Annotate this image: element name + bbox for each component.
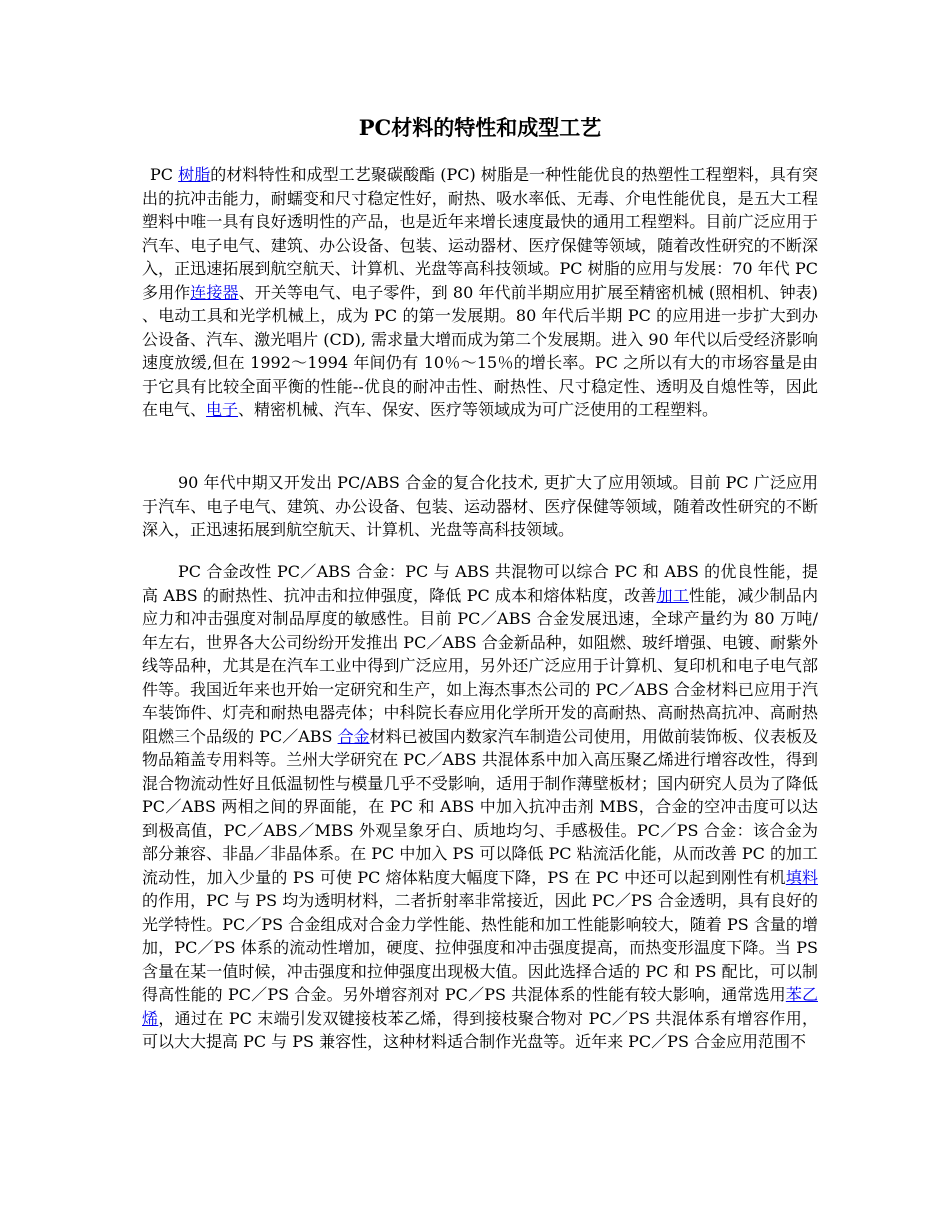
hyperlink[interactable]: 加工 bbox=[656, 585, 689, 605]
hyperlink[interactable]: 苯乙烯 bbox=[142, 985, 818, 1028]
paragraph-text: PC bbox=[150, 165, 179, 184]
paragraph-text: 、开关等电气、电子零件，到 80 年代前半期应用扩展至精密机械 (照相机、钟表) 、电动工具和光学机械上，成为 PC 的第一发展期。80 年代后半期 PC 的应用进一步扩大到办公设备、汽车、激光唱片 (CD), 需求量大增而成为第二个发展期。进入 90 年代以后受经济影响速度放缓,但在 1992～1994 年间仍有 10％～15％的增长率。PC 之所以有大的市场容量是由于它具有比较全面平衡的性能--优良的耐冲击性、耐热性、尺寸稳定性、透明及自熄性等，因此在电气、 bbox=[142, 282, 818, 419]
paragraph-text: 的材料特性和成型工艺聚碳酸酯 (PC) 树脂是一种性能优良的热塑性工程塑料，具有突出的抗冲击能力，耐蠕变和尺寸稳定性好，耐热、吸水率低、无毒、介电性能优良，是五大工程塑料中唯一具有良好透明性的产品，也是近年来增长速度最快的通用工程塑料。目前广泛应用于汽车、电子电气、建筑、办公设备、包装、运动器材、医疗保健等领域，随着改性研究的不断深入，正迅速拓展到航空航天、计算机、光盘等高科技领域。PC 树脂的应用与发展：70 年代 PC 多用作 bbox=[142, 165, 818, 302]
hyperlink[interactable]: 电子 bbox=[206, 400, 239, 419]
paragraph-text: ，通过在 PC 末端引发双键接枝苯乙烯，得到接枝聚合物对 PC／PS 共混体系有增容作用，可以大大提高 PC 与 PS 兼容性，这种材料适合制作光盘等。近年来 PC／PS 合金应用范围不 bbox=[142, 1008, 818, 1051]
hyperlink[interactable]: 填料 bbox=[785, 867, 818, 887]
paragraph-text: 材料已被国内数家汽车制造公司使用，用做前装饰板、仪表板及物品箱盖专用料等。兰州大学研究在 PC／ABS 共混体系中加入高压聚乙烯进行增容改性，得到混合物流动性好且低温韧性与模量几乎不受影响，适用于制作薄壁板材；国内研究人员为了降低 PC／ABS 两相之间的界面能，在 PC 和 ABS 中加入抗冲击剂 MBS，合金的空冲击度可以达到极高值，PC／ABS／MBS 外观呈象牙白、质地均匀、手感极佳。PC／PS 合金：该合金为部分兼容、非晶／非晶体系。在 PC 中加入 PS 可以降低 PC 粘流活化能，从而改善 PC 的加工流动性，加入少量的 PS 可使 PC 熔体粘度大幅度下降，PS 在 PC 中还可以起到刚性有机 bbox=[142, 726, 818, 887]
paragraph-text: 的作用，PC 与 PS 均为透明材料，二者折射率非常接近，因此 PC／PS 合金透明，具有良好的光学特性。PC／PS 合金组成对合金力学性能、热性能和加工性能影响较大，随着 PS 含量的增加，PC／PS 体系的流动性增加，硬度、拉伸强度和冲击强度提高，而热变形温度下降。当 PS 含量在某一值时候，冲击强度和拉伸强度出现极大值。因此选择合适的 PC 和 PS 配比，可以制得高性能的 PC／PS 合金。另外增容剂对 PC／PS 共混体系的性能有较大影响，通常选用 bbox=[142, 891, 818, 1004]
hyperlink[interactable]: 合金 bbox=[337, 726, 370, 746]
paragraph-text: 、精密机械、汽车、保安、医疗等领域成为可广泛使用的工程塑料。 bbox=[238, 400, 719, 419]
hyperlink[interactable]: 连接器 bbox=[190, 282, 239, 302]
hyperlink[interactable]: 树脂 bbox=[178, 165, 211, 184]
paragraph-text: 90 年代中期又开发出 PC/ABS 合金的复合化技术, 更扩大了应用领域。目前 PC 广泛应用于汽车、电子电气、建筑、办公设备、包装、运动器材、医疗保健等领域，随着改性研究的不断深入，正迅速拓展到航空航天、计算机、光盘等高科技领域。 bbox=[142, 473, 818, 539]
paragraph-intro bbox=[142, 163, 818, 422]
paragraph-pc-alloy-modification bbox=[142, 560, 818, 1054]
paragraph-pc-abs-technology bbox=[142, 471, 818, 542]
document-title: PC材料的特性和成型工艺 bbox=[358, 115, 602, 140]
paragraph-text: 性能，减少制品内应力和冲击强度对制品厚度的敏感性。目前 PC／ABS 合金发展迅速，全球产量约为 80 万吨/年左右，世界各大公司纷纷开发推出 PC／ABS 合金新品种，如阻燃、玻纤增强、电镀、耐紫外线等品种，尤其是在汽车工业中得到广泛应用，另外还广泛应用于计算机、复印机和电子电气部件等。我国近年来也开始一定研究和生产，如上海杰事杰公司的 PC／ABS 合金材料已应用于汽车装饰件、灯壳和耐热电器壳体；中科院长春应用化学所开发的高耐热、高耐热高抗冲、高耐热阻燃三个品级的 PC／ABS bbox=[142, 585, 818, 746]
paragraph-text: PC 合金改性 PC／ABS 合金：PC 与 ABS 共混物可以综合 PC 和 ABS 的优良性能，提高 ABS 的耐热性、抗冲击和拉伸强度，降低 PC 成本和熔体粘度，改善 bbox=[142, 562, 818, 605]
